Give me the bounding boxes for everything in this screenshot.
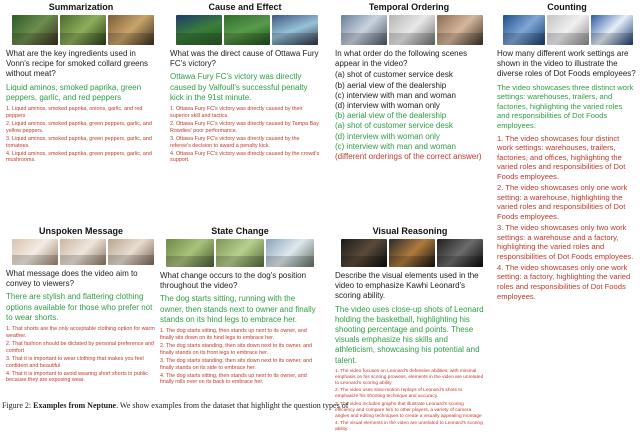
correct-answer: The video uses close-up shots of Leonard holding the basketball, highlighting his shooting percentage and points. These visuals emphasize his skills and athleticism, showcasing his potential and talent. — [335, 304, 484, 365]
video-thumbnails — [341, 239, 485, 267]
question: What are the key ingredients used in Vonn's recipe for smoked collard greens without meat? — [6, 49, 149, 79]
distractor-option: 2. The dog starts standing, then sits down next to its owner, and finally stands on its front legs to embrace her. — [160, 342, 313, 356]
video-frame — [224, 15, 270, 45]
video-frame — [591, 15, 633, 45]
distractor-option: 3. The video includes graphs that illustrate Leonard's scoring efficiency and compare him to other players, a variety of camera angles and editing techniques to create a visually appealing montage — [335, 401, 482, 419]
panel-title: Unspoken Message — [38, 226, 124, 236]
distractor-list — [170, 106, 320, 164]
video-frame — [60, 15, 106, 45]
video-thumbnails — [12, 15, 156, 45]
panel-title: Counting — [547, 2, 587, 12]
distractor-option: 4. Liquid aminos, smoked paprika, green peppers, garlic, and mushrooms. — [6, 150, 152, 164]
video-frame — [108, 239, 154, 265]
distractor-option: 1. The video showcases four distinct work settings: warehouses, trailers, factories, and offices, highlighting the varied roles and responsibilities of Dot Foods employees. — [497, 133, 626, 181]
video-frame — [503, 15, 545, 45]
distractor-list — [6, 326, 156, 384]
distractor-option: 2. That fashion should be dictated by personal preference and comfort — [6, 340, 154, 354]
panel-visual-reasoning — [335, 226, 485, 435]
video-frame — [166, 239, 214, 267]
caption-prefix: Figure 2: — [2, 401, 34, 410]
question: What message does the video aim to convey to viewers? — [6, 269, 138, 289]
distractor-option: 2. Liquid aminos, smoked paprika, green peppers, garlic, and yellow peppers. — [6, 120, 152, 134]
scene-option: (b) aerial view of the dealership — [335, 80, 447, 90]
correct-answer: Liquid aminos, smoked paprika, green peppers, garlic, and red peppers — [6, 82, 142, 102]
figure-caption — [2, 401, 348, 410]
distractor-option: 4. The dog starts sitting, then stands up next to its owner, and finally rolls over on its back to embrace her. — [160, 372, 307, 386]
question: In what order do the following scenes appear in the video? — [335, 49, 468, 69]
scene-option: (c) interview with man and woman — [335, 90, 456, 100]
ordering-list — [335, 70, 483, 162]
scene-option: (d) interview with woman only — [335, 101, 440, 111]
video-frame — [108, 15, 154, 45]
panel-title: Summarization — [48, 2, 114, 12]
distractor-option: 2. The video showcases only one work setting: a warehouse, highlighting the varied roles and responsibilities of Dot Foods employees. — [497, 183, 628, 221]
distractor-option: 3. Liquid aminos, smoked paprika, green peppers, garlic, and tomatoes. — [6, 135, 152, 149]
distractor-list — [160, 328, 320, 386]
correct-order-item: (d) interview with woman only — [335, 131, 440, 141]
video-frame — [12, 15, 58, 45]
video-frame — [216, 239, 264, 267]
video-thumbnails — [503, 15, 637, 45]
panel-cause-effect — [170, 2, 320, 166]
question: How many different work settings are shown in the video to illustrate the diverse roles of Dot Foods employees? — [497, 49, 636, 79]
video-frame — [266, 239, 314, 267]
distractor-option: 1. The dog starts sitting, then stands up next to its owner, and finally sits down on its hind legs to embrace her. — [160, 328, 307, 341]
panel-unspoken-message — [6, 226, 156, 386]
correct-order-item: (b) aerial view of the dealership — [335, 111, 447, 121]
video-frame — [547, 15, 589, 45]
video-frame — [12, 239, 58, 265]
question: Describe the visual elements used in the video to emphasize Kawhi Leonard's scoring ability. — [335, 271, 479, 301]
distractor-option: 1. That shorts are the only acceptable clothing option for warm weather. — [6, 326, 155, 339]
video-thumbnails — [176, 15, 320, 45]
distractor-list — [335, 369, 485, 434]
distractor-option: 2. The video uses slow-motion replays of Leonard's shots to emphasize his shooting technique and accuracy. — [335, 388, 463, 400]
distractor-option: 3. That it is important to wear clothing that makes you feel confident and beautiful — [6, 355, 144, 369]
video-thumbnails — [166, 239, 320, 267]
distractor-option: 4. The video showcases only one work setting: a factory, highlighting the varied roles and responsibilities of Dot Foods employees. — [497, 262, 631, 301]
panel-summarization — [6, 2, 156, 166]
video-frame — [341, 239, 387, 267]
distractor-option: 4. The visual elements in the video are unrelated to Leonard's scoring ability. — [335, 421, 483, 433]
correct-order-item: (a) shot of customer service desk — [335, 121, 453, 131]
panel-state-change — [160, 226, 320, 388]
panel-title: Visual Reasoning — [372, 226, 448, 236]
distractor-list — [497, 134, 637, 302]
panel-temporal-ordering — [335, 2, 483, 162]
caption-rest: . We show examples from the dataset that highlight the question types of — [116, 401, 349, 410]
correct-order-item: (c) interview with man and woman — [335, 141, 456, 151]
video-frame — [437, 15, 483, 45]
panel-title: Temporal Ordering — [368, 2, 450, 12]
panel-title: State Change — [211, 226, 269, 236]
video-frame — [437, 239, 483, 267]
video-frame — [389, 15, 435, 45]
video-frame — [60, 239, 106, 265]
scene-option: (a) shot of customer service desk — [335, 70, 453, 80]
question: What was the direct cause of Ottawa Fury FC's victory? — [170, 49, 319, 69]
video-frame — [176, 15, 222, 45]
distractor-note: (different orderings of the correct answer) — [335, 152, 482, 162]
video-frame — [389, 239, 435, 267]
video-thumbnails — [341, 15, 483, 45]
video-frame — [341, 15, 387, 45]
distractor-option: 1. Ottawa Fury FC's victory was directly caused by their superior skill and tactics. — [170, 106, 303, 119]
correct-answer: There are stylish and flattering clothing options available for those who prefer not to wear shorts. — [6, 292, 153, 322]
panel-counting — [497, 2, 637, 303]
correct-answer: The video showcases three distinct work settings: warehouses, trailers, and factories, highlighting the varied roles and responsibilities of Dot Foods employees. — [497, 82, 634, 130]
distractor-option: 1. Liquid aminos, smoked paprika, onions, garlic, and red peppers — [6, 106, 143, 119]
video-frame — [272, 15, 318, 45]
caption-bold: Examples from Neptune — [33, 401, 117, 410]
distractor-option: 3. The video showcases only two work settings: a warehouse and a factory, highlighting the varied roles and responsibilities of Dot Foods employees. — [497, 222, 634, 261]
distractor-option: 1. The video focuses on Leonard's defensive abilities, with minimal emphasis on his scoring prowess, elements in the video are unrelated to Leonard's scoring ability — [335, 368, 484, 386]
panel-title: Cause and Effect — [208, 2, 282, 12]
distractor-option: 3. Ottawa Fury FC's victory was directly caused by the referee's decision to award a penalty kick. — [170, 135, 300, 149]
distractor-option: 4. That it is important to avoid wearing short shorts in public because they are exposing wear. — [6, 370, 148, 384]
correct-answer: The dog starts sitting, running with the owner, then stands next to owner and finally stands on its hind legs to embrace her. — [160, 294, 316, 324]
video-thumbnails — [12, 239, 156, 265]
distractor-option: 2. Ottawa Fury FC's victory was directly caused by Tampa Bay Rowdies' poor performance. — [170, 120, 319, 134]
question: What change occurs to the dog's position throughout the video? — [160, 271, 307, 291]
distractor-option: 4. Ottawa Fury FC's victory was directly caused by the crowd's support. — [170, 150, 320, 164]
distractor-list — [6, 106, 156, 164]
distractor-option: 3. The dog starts standing, then sits down next to its owner, and finally stands on its side to embrace her. — [160, 357, 313, 371]
correct-answer: Ottawa Fury FC's victory was directly caused by Valfoull's successful penalty kick in the 91st minute. — [170, 72, 308, 102]
